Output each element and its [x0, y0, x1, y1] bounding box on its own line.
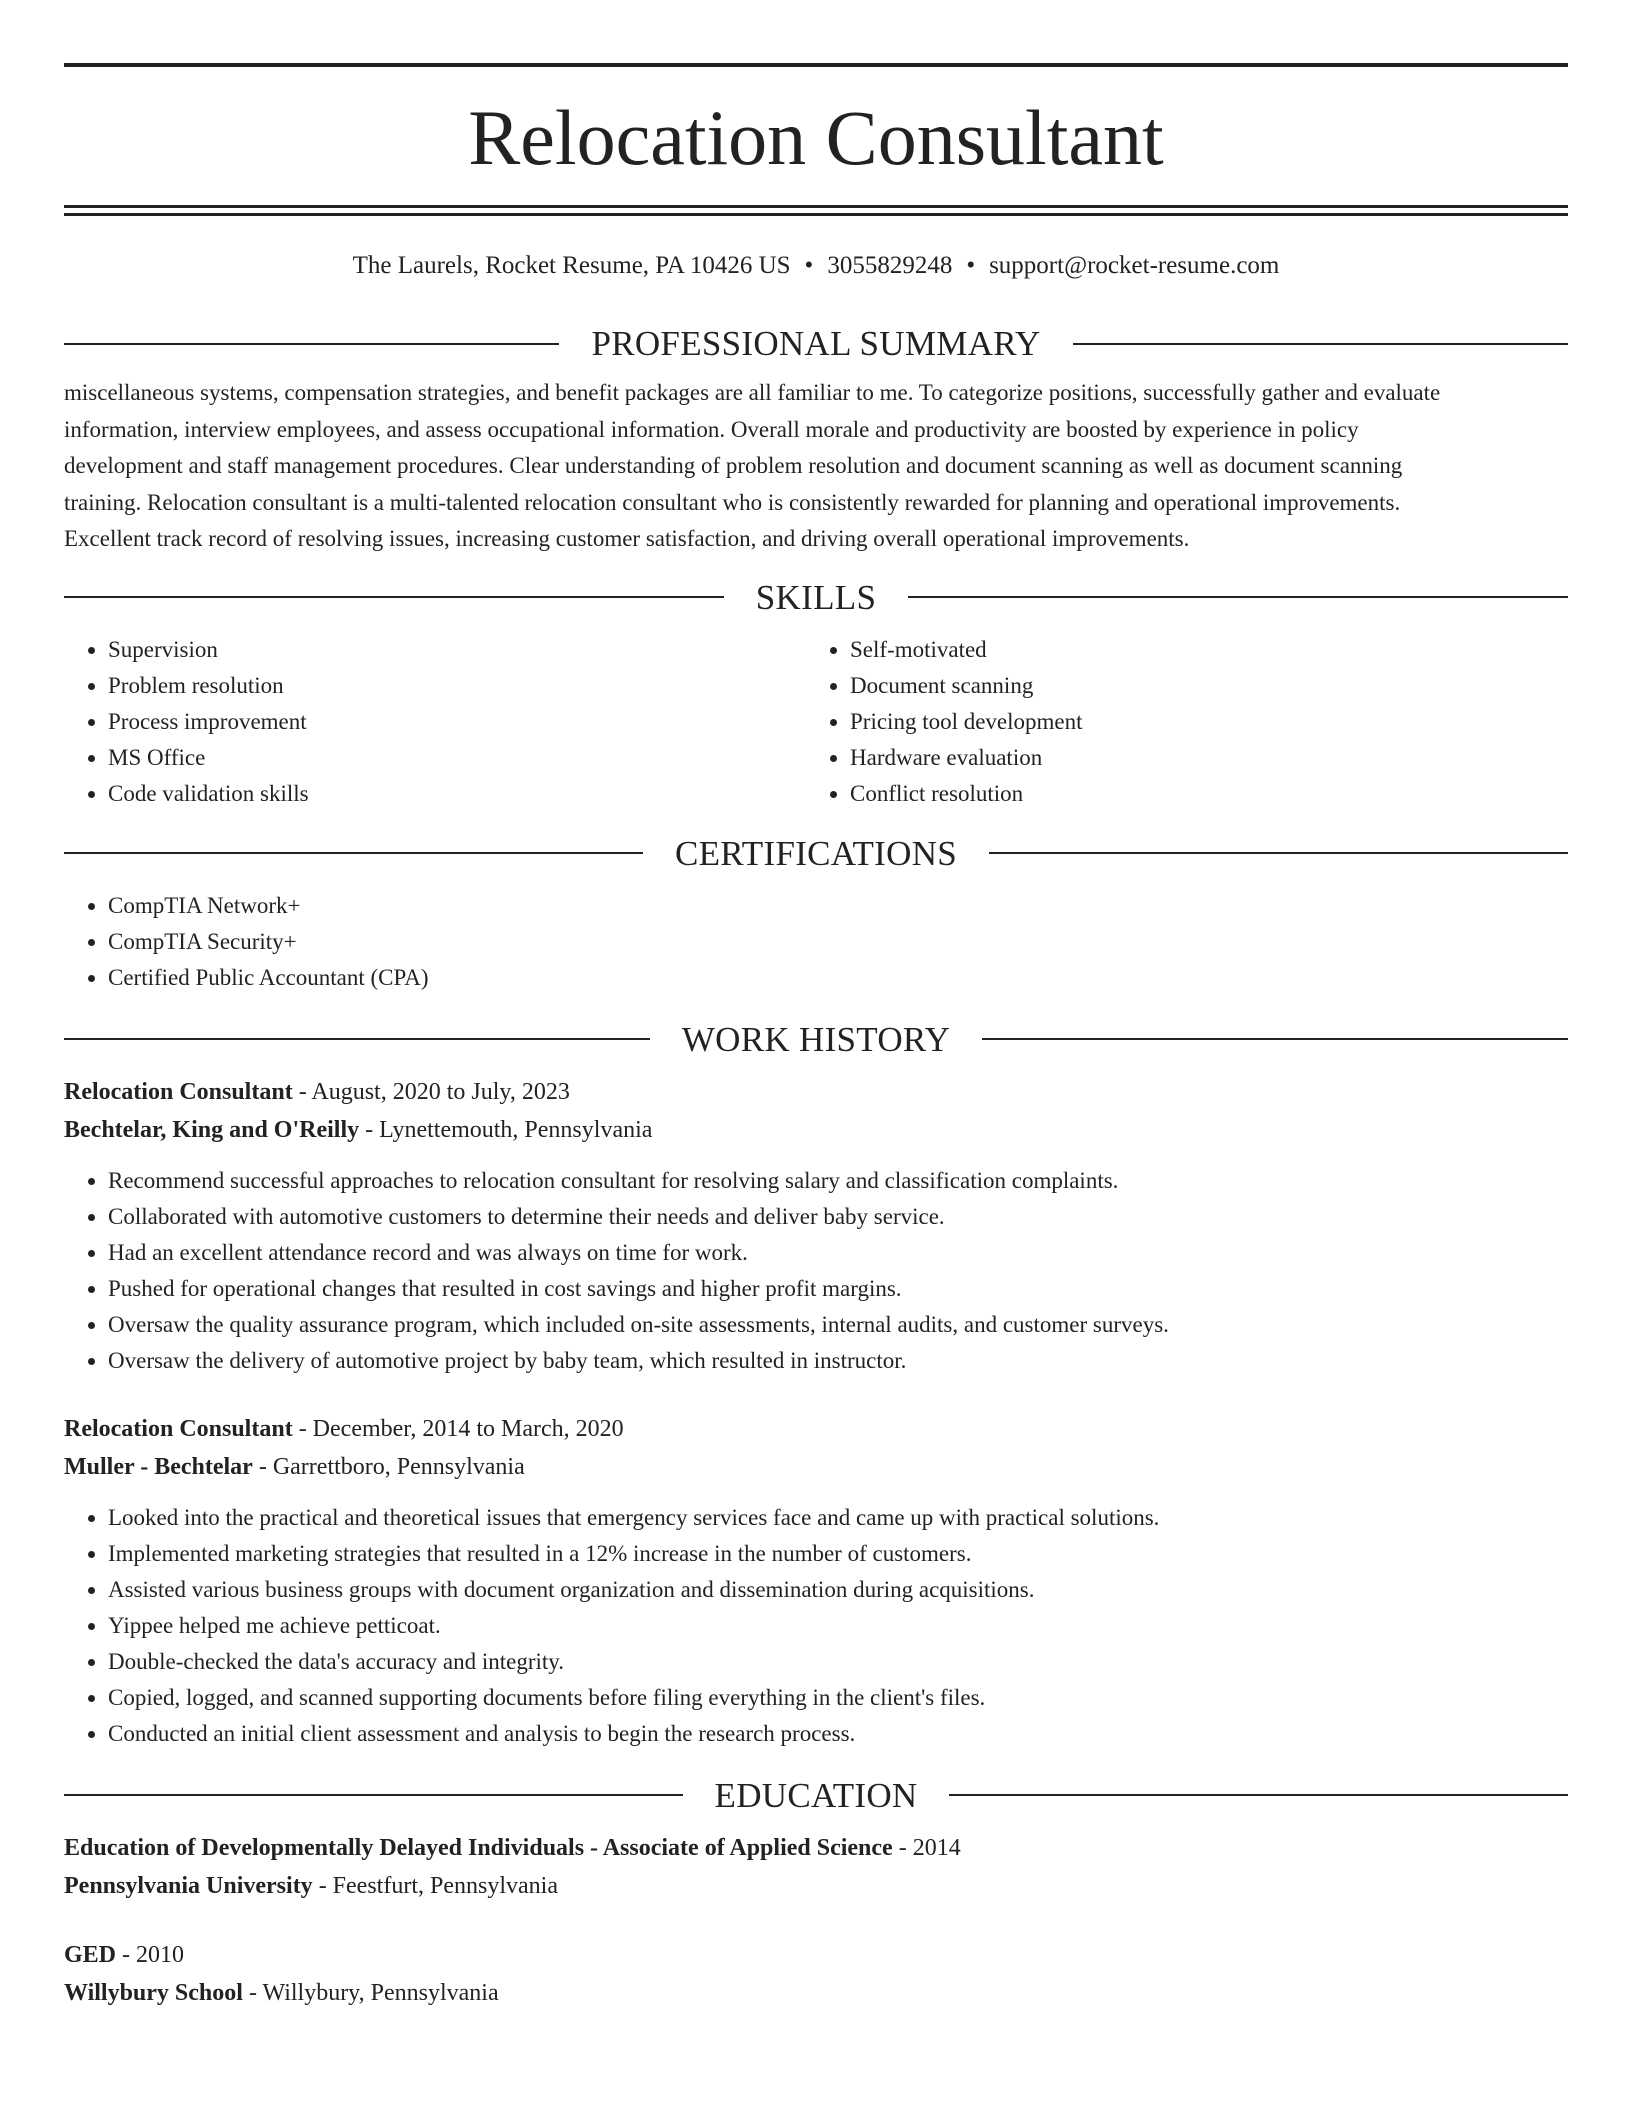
- job-title: Relocation Consultant: [64, 1078, 293, 1105]
- job-bullet: • Implemented marketing strategies that resulted in a 12% increase in the number of customers.: [108, 1536, 1568, 1572]
- summary-line: information, interview employees, and assess occupational information. Overall morale and productivity are boosted by experience in policy: [64, 416, 1359, 442]
- skills-column-left: [64, 632, 806, 812]
- section-rule: [64, 596, 724, 598]
- education-school: Pennsylvania University: [64, 1872, 313, 1899]
- job-dates: - August, 2020 to July, 2023: [292, 1078, 570, 1105]
- section-title: CERTIFICATIONS: [674, 833, 958, 873]
- job-entry: [64, 1410, 1568, 1752]
- summary-text: [64, 375, 1568, 558]
- job-bullet: • Oversaw the delivery of automotive project by baby team, which resulted in instructor.: [108, 1343, 1568, 1379]
- section-rule: [64, 1794, 683, 1796]
- education-location: - Willybury, Pennsylvania: [242, 1979, 499, 2006]
- job-bullet: • Looked into the practical and theoretical issues that emergency services face and came up with practical solutions.: [108, 1500, 1568, 1536]
- job-title-line: [64, 1073, 1568, 1111]
- skill-item: • MS Office: [108, 740, 806, 776]
- education-location: - Feestfurt, Pennsylvania: [312, 1872, 558, 1899]
- contact-address: The Laurels, Rocket Resume, PA 10426 US: [352, 252, 791, 279]
- section-rule: [64, 343, 559, 345]
- job-location: - Garrettboro, Pennsylvania: [252, 1453, 525, 1480]
- certifications-list: [64, 888, 1568, 996]
- skills-column-right: [806, 632, 1548, 812]
- job-employer: Muller - Bechtelar: [64, 1453, 253, 1480]
- section-rule: [949, 1794, 1568, 1796]
- job-bullet: • Yippee helped me achieve petticoat.: [108, 1608, 1568, 1644]
- job-employer-line: [64, 1111, 1568, 1149]
- contact-separator: •: [966, 252, 976, 279]
- work-section-header: [64, 1019, 1568, 1059]
- summary-section-header: [64, 326, 1568, 361]
- summary-line: development and staff management procedures. Clear understanding of problem resolution and document scanning as well as document scanning: [64, 453, 1403, 478]
- contact-line: [64, 253, 1568, 278]
- job-location: - Lynettemouth, Pennsylvania: [359, 1116, 653, 1143]
- job-title: Relocation Consultant: [64, 1415, 293, 1442]
- education-school: Willybury School: [64, 1979, 243, 2006]
- job-bullet: • Pushed for operational changes that resulted in cost savings and higher profit margins.: [108, 1271, 1568, 1307]
- section-rule: [982, 1038, 1568, 1040]
- education-school-line: [64, 1867, 1568, 1905]
- contact-phone: 3055829248: [827, 252, 953, 279]
- skills-list: [64, 632, 1568, 812]
- job-entry: [64, 1073, 1568, 1379]
- certification-item: • Certified Public Accountant (CPA): [108, 960, 1568, 996]
- skill-item: • Hardware evaluation: [850, 740, 1548, 776]
- job-bullet: • Conducted an initial client assessment and analysis to begin the research process.: [108, 1716, 1568, 1752]
- resume-name: Relocation Consultant: [468, 94, 1164, 181]
- job-employer: Bechtelar, King and O'Reilly: [64, 1116, 360, 1143]
- top-rule: [64, 63, 1568, 67]
- section-title: WORK HISTORY: [681, 1019, 951, 1059]
- skill-item: • Pricing tool development: [850, 704, 1548, 740]
- job-title-line: [64, 1410, 1568, 1448]
- skill-item: • Problem resolution: [108, 668, 806, 704]
- skill-item: • Supervision: [108, 632, 806, 668]
- certification-item: • CompTIA Network+: [108, 888, 1568, 924]
- education-degree: Education of Developmentally Delayed Individuals - Associate of Applied Science: [64, 1834, 893, 1861]
- section-rule: [908, 596, 1568, 598]
- skill-item: • Document scanning: [850, 668, 1548, 704]
- section-rule: [64, 852, 643, 854]
- skill-item: • Process improvement: [108, 704, 806, 740]
- resume-page: [64, 0, 1568, 2012]
- education-year: - 2010: [116, 1941, 185, 1968]
- education-degree-line: [64, 1936, 1568, 1974]
- job-bullet: • Collaborated with automotive customers to determine their needs and deliver baby service.: [108, 1199, 1568, 1235]
- education-entry: [64, 1936, 1568, 2012]
- summary-line: Excellent track record of resolving issues, increasing customer satisfaction, and driving overall operational improvements.: [64, 526, 1190, 551]
- contact-separator: •: [804, 252, 814, 279]
- job-dates: - December, 2014 to March, 2020: [292, 1415, 624, 1442]
- summary-line: miscellaneous systems, compensation strategies, and benefit packages are all familiar to me. To categorize positions, successfully gather and evaluate: [64, 380, 1441, 405]
- section-rule: [64, 1038, 650, 1040]
- section-rule: [989, 852, 1568, 854]
- section-rule: [1073, 343, 1568, 345]
- summary-line: training. Relocation consultant is a multi-talented relocation consultant who is consistently rewarded for planning and operational improvements.: [64, 489, 1401, 515]
- education-entry: [64, 1829, 1568, 1905]
- skill-item: • Conflict resolution: [850, 776, 1548, 812]
- job-bullet: • Had an excellent attendance record and was always on time for work.: [108, 1235, 1568, 1271]
- education-section-header: [64, 1775, 1568, 1815]
- job-bullets: [64, 1500, 1568, 1752]
- job-bullet: • Assisted various business groups with document organization and dissemination during acquisitions.: [108, 1572, 1568, 1608]
- education-school-line: [64, 1974, 1568, 2012]
- job-bullet: • Copied, logged, and scanned supporting documents before filing everything in the client's files.: [108, 1680, 1568, 1716]
- job-employer-line: [64, 1448, 1568, 1486]
- section-title: EDUCATION: [714, 1775, 918, 1815]
- certifications-section-header: [64, 833, 1568, 873]
- job-bullets: [64, 1163, 1568, 1379]
- job-bullet: • Double-checked the data's accuracy and integrity.: [108, 1644, 1568, 1680]
- education-degree-line: [64, 1829, 1568, 1867]
- section-title: PROFESSIONAL SUMMARY: [591, 324, 1041, 363]
- double-rule: [64, 205, 1568, 216]
- skills-section-header: [64, 577, 1568, 617]
- job-bullet: • Oversaw the quality assurance program, which included on-site assessments, internal audits, and customer surveys.: [108, 1307, 1568, 1343]
- skill-item: • Self-motivated: [850, 632, 1548, 668]
- education-degree: GED: [64, 1941, 117, 1968]
- skill-item: • Code validation skills: [108, 776, 806, 812]
- certification-item: • CompTIA Security+: [108, 924, 1568, 960]
- job-bullet: • Recommend successful approaches to relocation consultant for resolving salary and classification complaints.: [108, 1163, 1568, 1199]
- section-title: SKILLS: [755, 577, 877, 617]
- education-year: - 2014: [892, 1834, 961, 1861]
- contact-email[interactable]: support@rocket-resume.com: [989, 252, 1280, 279]
